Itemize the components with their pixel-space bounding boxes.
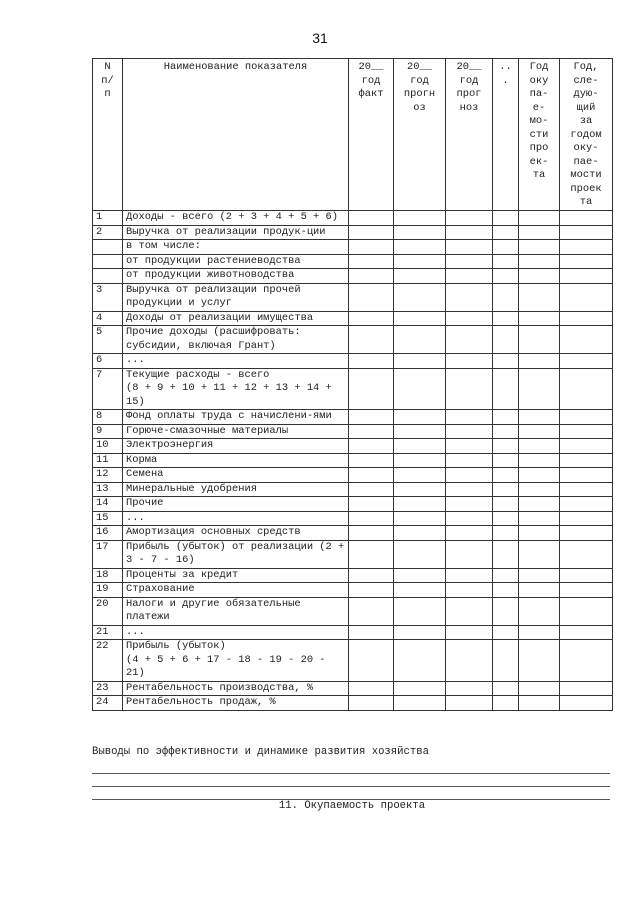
value-cell[interactable] (493, 311, 519, 326)
table-row (93, 696, 613, 711)
header-payback-year: Год оку па- е- мо- сти про ек- та (519, 59, 560, 211)
value-cell[interactable] (349, 597, 394, 625)
value-cell[interactable] (349, 497, 394, 512)
row-indicator-name: Доходы - всего (2 + 3 + 4 + 5 + 6) (123, 211, 349, 226)
value-cell[interactable] (493, 225, 519, 240)
value-cell[interactable] (560, 354, 613, 369)
row-indicator-name: Выручка от реализации прочей продукции и услуг (123, 283, 349, 311)
value-cell[interactable] (560, 681, 613, 696)
value-cell[interactable] (394, 326, 446, 354)
table-body (93, 211, 613, 711)
value-cell[interactable] (493, 468, 519, 483)
row-number: 4 (93, 311, 123, 326)
value-cell[interactable] (493, 368, 519, 410)
value-cell[interactable] (560, 625, 613, 640)
value-cell[interactable] (519, 640, 560, 682)
table-row (93, 439, 613, 454)
header-indicator-name: Наименование показателя (123, 59, 349, 211)
value-cell[interactable] (493, 453, 519, 468)
value-cell[interactable] (519, 696, 560, 711)
table-row (93, 410, 613, 425)
row-number: 23 (93, 681, 123, 696)
value-cell[interactable] (446, 354, 493, 369)
value-cell[interactable] (349, 326, 394, 354)
value-cell[interactable] (349, 625, 394, 640)
value-cell[interactable] (560, 482, 613, 497)
value-cell[interactable] (493, 511, 519, 526)
value-cell[interactable] (519, 439, 560, 454)
row-number: 15 (93, 511, 123, 526)
value-cell[interactable] (519, 526, 560, 541)
value-cell[interactable] (493, 439, 519, 454)
value-cell[interactable] (446, 497, 493, 512)
row-indicator-name: Рентабельность производства, % (123, 681, 349, 696)
indicators-table (92, 58, 613, 711)
value-cell[interactable] (446, 311, 493, 326)
table-row (93, 540, 613, 568)
value-cell[interactable] (493, 583, 519, 598)
value-cell[interactable] (394, 583, 446, 598)
value-cell[interactable] (446, 640, 493, 682)
value-cell[interactable] (394, 439, 446, 454)
conclusion-line-2 (92, 786, 610, 787)
table-row (93, 225, 613, 240)
value-cell[interactable] (519, 497, 560, 512)
value-cell[interactable] (394, 468, 446, 483)
value-cell[interactable] (493, 326, 519, 354)
value-cell[interactable] (446, 368, 493, 410)
value-cell[interactable] (560, 368, 613, 410)
row-indicator-name: ... (123, 511, 349, 526)
row-indicator-name: от продукции животноводства (123, 269, 349, 284)
row-number: 10 (93, 439, 123, 454)
value-cell[interactable] (394, 511, 446, 526)
value-cell[interactable] (349, 526, 394, 541)
table-row (93, 354, 613, 369)
table-row (93, 211, 613, 226)
row-number: 2 (93, 225, 123, 240)
value-cell[interactable] (560, 511, 613, 526)
row-indicator-name: Амортизация основных средств (123, 526, 349, 541)
page-number: 31 (312, 30, 328, 46)
row-indicator-name: от продукции растениеводства (123, 254, 349, 269)
row-indicator-name: Минеральные удобрения (123, 482, 349, 497)
value-cell[interactable] (394, 453, 446, 468)
value-cell[interactable] (394, 283, 446, 311)
value-cell[interactable] (349, 283, 394, 311)
value-cell[interactable] (519, 368, 560, 410)
row-number (93, 269, 123, 284)
value-cell[interactable] (519, 482, 560, 497)
table-row (93, 681, 613, 696)
value-cell[interactable] (560, 540, 613, 568)
row-number: 18 (93, 568, 123, 583)
header-forecast-year-2: 20__ год прог ноз (446, 59, 493, 211)
value-cell[interactable] (493, 597, 519, 625)
header-fact-year: 20__ год факт (349, 59, 394, 211)
row-number: 17 (93, 540, 123, 568)
row-number (93, 254, 123, 269)
row-number: 19 (93, 583, 123, 598)
value-cell[interactable] (446, 283, 493, 311)
value-cell[interactable] (446, 468, 493, 483)
value-cell[interactable] (493, 568, 519, 583)
table-row (93, 368, 613, 410)
value-cell[interactable] (349, 225, 394, 240)
value-cell[interactable] (394, 269, 446, 284)
table-row (93, 640, 613, 682)
row-number: 11 (93, 453, 123, 468)
value-cell[interactable] (446, 424, 493, 439)
value-cell[interactable] (493, 625, 519, 640)
row-number: 1 (93, 211, 123, 226)
value-cell[interactable] (519, 269, 560, 284)
value-cell[interactable] (349, 269, 394, 284)
row-number: 8 (93, 410, 123, 425)
value-cell[interactable] (349, 424, 394, 439)
conclusion-label: Выводы по эффективности и динамике развития хозяйства (92, 746, 429, 758)
value-cell[interactable] (394, 540, 446, 568)
value-cell[interactable] (519, 468, 560, 483)
value-cell[interactable] (493, 269, 519, 284)
row-number (93, 240, 123, 255)
value-cell[interactable] (493, 211, 519, 226)
table-row (93, 269, 613, 284)
value-cell[interactable] (394, 254, 446, 269)
value-cell[interactable] (493, 681, 519, 696)
value-cell[interactable] (560, 696, 613, 711)
value-cell[interactable] (519, 625, 560, 640)
row-indicator-name: Прибыль (убыток) (4 + 5 + 6 + 17 - 18 - 19 - 20 - 21) (123, 640, 349, 682)
row-indicator-name: Рентабельность продаж, % (123, 696, 349, 711)
row-number: 7 (93, 368, 123, 410)
value-cell[interactable] (394, 696, 446, 711)
value-cell[interactable] (349, 640, 394, 682)
value-cell[interactable] (446, 625, 493, 640)
value-cell[interactable] (394, 482, 446, 497)
value-cell[interactable] (493, 526, 519, 541)
conclusion-line-1 (92, 773, 610, 774)
row-indicator-name: Семена (123, 468, 349, 483)
value-cell[interactable] (394, 225, 446, 240)
value-cell[interactable] (493, 540, 519, 568)
value-cell[interactable] (446, 453, 493, 468)
row-indicator-name: ... (123, 354, 349, 369)
row-number: 12 (93, 468, 123, 483)
value-cell[interactable] (394, 625, 446, 640)
value-cell[interactable] (519, 211, 560, 226)
value-cell[interactable] (394, 568, 446, 583)
table-row (93, 424, 613, 439)
table-row (93, 526, 613, 541)
value-cell[interactable] (519, 283, 560, 311)
value-cell[interactable] (560, 254, 613, 269)
table-row (93, 468, 613, 483)
table-header-row (93, 59, 613, 211)
value-cell[interactable] (349, 439, 394, 454)
value-cell[interactable] (446, 696, 493, 711)
value-cell[interactable] (493, 240, 519, 255)
value-cell[interactable] (394, 240, 446, 255)
value-cell[interactable] (446, 511, 493, 526)
value-cell[interactable] (349, 410, 394, 425)
value-cell[interactable] (493, 424, 519, 439)
row-indicator-name: Налоги и другие обязательные платежи (123, 597, 349, 625)
value-cell[interactable] (394, 497, 446, 512)
value-cell[interactable] (446, 254, 493, 269)
value-cell[interactable] (446, 269, 493, 284)
value-cell[interactable] (560, 424, 613, 439)
value-cell[interactable] (519, 311, 560, 326)
header-post-payback-year: Год, сле- дую- щий за годом оку- пае- мости проек та (560, 59, 613, 211)
value-cell[interactable] (349, 511, 394, 526)
value-cell[interactable] (519, 254, 560, 269)
value-cell[interactable] (493, 410, 519, 425)
value-cell[interactable] (493, 640, 519, 682)
value-cell[interactable] (394, 526, 446, 541)
table-row (93, 568, 613, 583)
value-cell[interactable] (519, 424, 560, 439)
row-indicator-name: ... (123, 625, 349, 640)
value-cell[interactable] (560, 453, 613, 468)
value-cell[interactable] (446, 410, 493, 425)
section-title: 11. Окупаемость проекта (278, 800, 426, 812)
row-indicator-name: Горюче-смазочные материалы (123, 424, 349, 439)
header-number: N п/ п (93, 59, 123, 211)
value-cell[interactable] (394, 368, 446, 410)
value-cell[interactable] (519, 326, 560, 354)
value-cell[interactable] (560, 225, 613, 240)
value-cell[interactable] (394, 311, 446, 326)
row-indicator-name: Прочие доходы (расшифровать: субсидии, включая Грант) (123, 326, 349, 354)
value-cell[interactable] (560, 526, 613, 541)
row-indicator-name: Электроэнергия (123, 439, 349, 454)
value-cell[interactable] (446, 597, 493, 625)
value-cell[interactable] (519, 453, 560, 468)
value-cell[interactable] (519, 583, 560, 598)
row-number: 14 (93, 497, 123, 512)
value-cell[interactable] (394, 640, 446, 682)
row-indicator-name: Выручка от реализации продук-ции (123, 225, 349, 240)
row-number: 21 (93, 625, 123, 640)
value-cell[interactable] (519, 240, 560, 255)
value-cell[interactable] (349, 540, 394, 568)
value-cell[interactable] (519, 354, 560, 369)
value-cell[interactable] (560, 468, 613, 483)
value-cell[interactable] (560, 211, 613, 226)
value-cell[interactable] (446, 526, 493, 541)
value-cell[interactable] (446, 326, 493, 354)
row-number: 16 (93, 526, 123, 541)
table-row (93, 511, 613, 526)
value-cell[interactable] (560, 439, 613, 454)
table-row (93, 240, 613, 255)
row-number: 13 (93, 482, 123, 497)
value-cell[interactable] (493, 696, 519, 711)
value-cell[interactable] (349, 482, 394, 497)
row-number: 3 (93, 283, 123, 311)
table-row (93, 283, 613, 311)
value-cell[interactable] (349, 254, 394, 269)
value-cell[interactable] (446, 439, 493, 454)
value-cell[interactable] (446, 211, 493, 226)
value-cell[interactable] (446, 568, 493, 583)
header-forecast-year-1: 20__ год прогн оз (394, 59, 446, 211)
table-row (93, 326, 613, 354)
value-cell[interactable] (519, 511, 560, 526)
table-row (93, 597, 613, 625)
value-cell[interactable] (519, 568, 560, 583)
value-cell[interactable] (446, 681, 493, 696)
row-indicator-name: Проценты за кредит (123, 568, 349, 583)
value-cell[interactable] (560, 410, 613, 425)
value-cell[interactable] (560, 240, 613, 255)
value-cell[interactable] (446, 540, 493, 568)
value-cell[interactable] (349, 453, 394, 468)
value-cell[interactable] (394, 354, 446, 369)
table-row (93, 453, 613, 468)
value-cell[interactable] (349, 354, 394, 369)
value-cell[interactable] (446, 583, 493, 598)
value-cell[interactable] (349, 696, 394, 711)
value-cell[interactable] (493, 254, 519, 269)
row-indicator-name: Текущие расходы - всего (8 + 9 + 10 + 11 + 12 + 13 + 14 + 15) (123, 368, 349, 410)
row-number: 20 (93, 597, 123, 625)
value-cell[interactable] (394, 681, 446, 696)
row-number: 6 (93, 354, 123, 369)
value-cell[interactable] (519, 410, 560, 425)
value-cell[interactable] (349, 311, 394, 326)
table-row (93, 254, 613, 269)
row-number: 24 (93, 696, 123, 711)
row-indicator-name: Прочие (123, 497, 349, 512)
row-indicator-name: Корма (123, 453, 349, 468)
row-indicator-name: в том числе: (123, 240, 349, 255)
value-cell[interactable] (560, 568, 613, 583)
value-cell[interactable] (560, 283, 613, 311)
value-cell[interactable] (349, 681, 394, 696)
value-cell[interactable] (493, 283, 519, 311)
value-cell[interactable] (446, 482, 493, 497)
value-cell[interactable] (349, 240, 394, 255)
row-number: 9 (93, 424, 123, 439)
value-cell[interactable] (349, 468, 394, 483)
table-row (93, 625, 613, 640)
value-cell[interactable] (394, 410, 446, 425)
value-cell[interactable] (560, 269, 613, 284)
value-cell[interactable] (394, 211, 446, 226)
value-cell[interactable] (394, 424, 446, 439)
row-indicator-name: Фонд оплаты труда с начислени-ями (123, 410, 349, 425)
value-cell[interactable] (519, 597, 560, 625)
value-cell[interactable] (349, 368, 394, 410)
value-cell[interactable] (560, 640, 613, 682)
value-cell[interactable] (560, 497, 613, 512)
value-cell[interactable] (560, 326, 613, 354)
value-cell[interactable] (519, 681, 560, 696)
row-indicator-name: Доходы от реализации имущества (123, 311, 349, 326)
table-row (93, 497, 613, 512)
value-cell[interactable] (560, 583, 613, 598)
row-number: 5 (93, 326, 123, 354)
value-cell[interactable] (560, 311, 613, 326)
table-row (93, 311, 613, 326)
table-row (93, 482, 613, 497)
value-cell[interactable] (446, 240, 493, 255)
header-ellipsis: .. . (493, 59, 519, 211)
value-cell[interactable] (446, 225, 493, 240)
value-cell[interactable] (394, 597, 446, 625)
row-indicator-name: Страхование (123, 583, 349, 598)
value-cell[interactable] (349, 568, 394, 583)
value-cell[interactable] (519, 540, 560, 568)
value-cell[interactable] (493, 497, 519, 512)
value-cell[interactable] (493, 354, 519, 369)
row-number: 22 (93, 640, 123, 682)
value-cell[interactable] (560, 597, 613, 625)
value-cell[interactable] (493, 482, 519, 497)
row-indicator-name: Прибыль (убыток) от реализации (2 + 3 - 7 - 16) (123, 540, 349, 568)
value-cell[interactable] (349, 583, 394, 598)
value-cell[interactable] (349, 211, 394, 226)
table-row (93, 583, 613, 598)
value-cell[interactable] (519, 225, 560, 240)
